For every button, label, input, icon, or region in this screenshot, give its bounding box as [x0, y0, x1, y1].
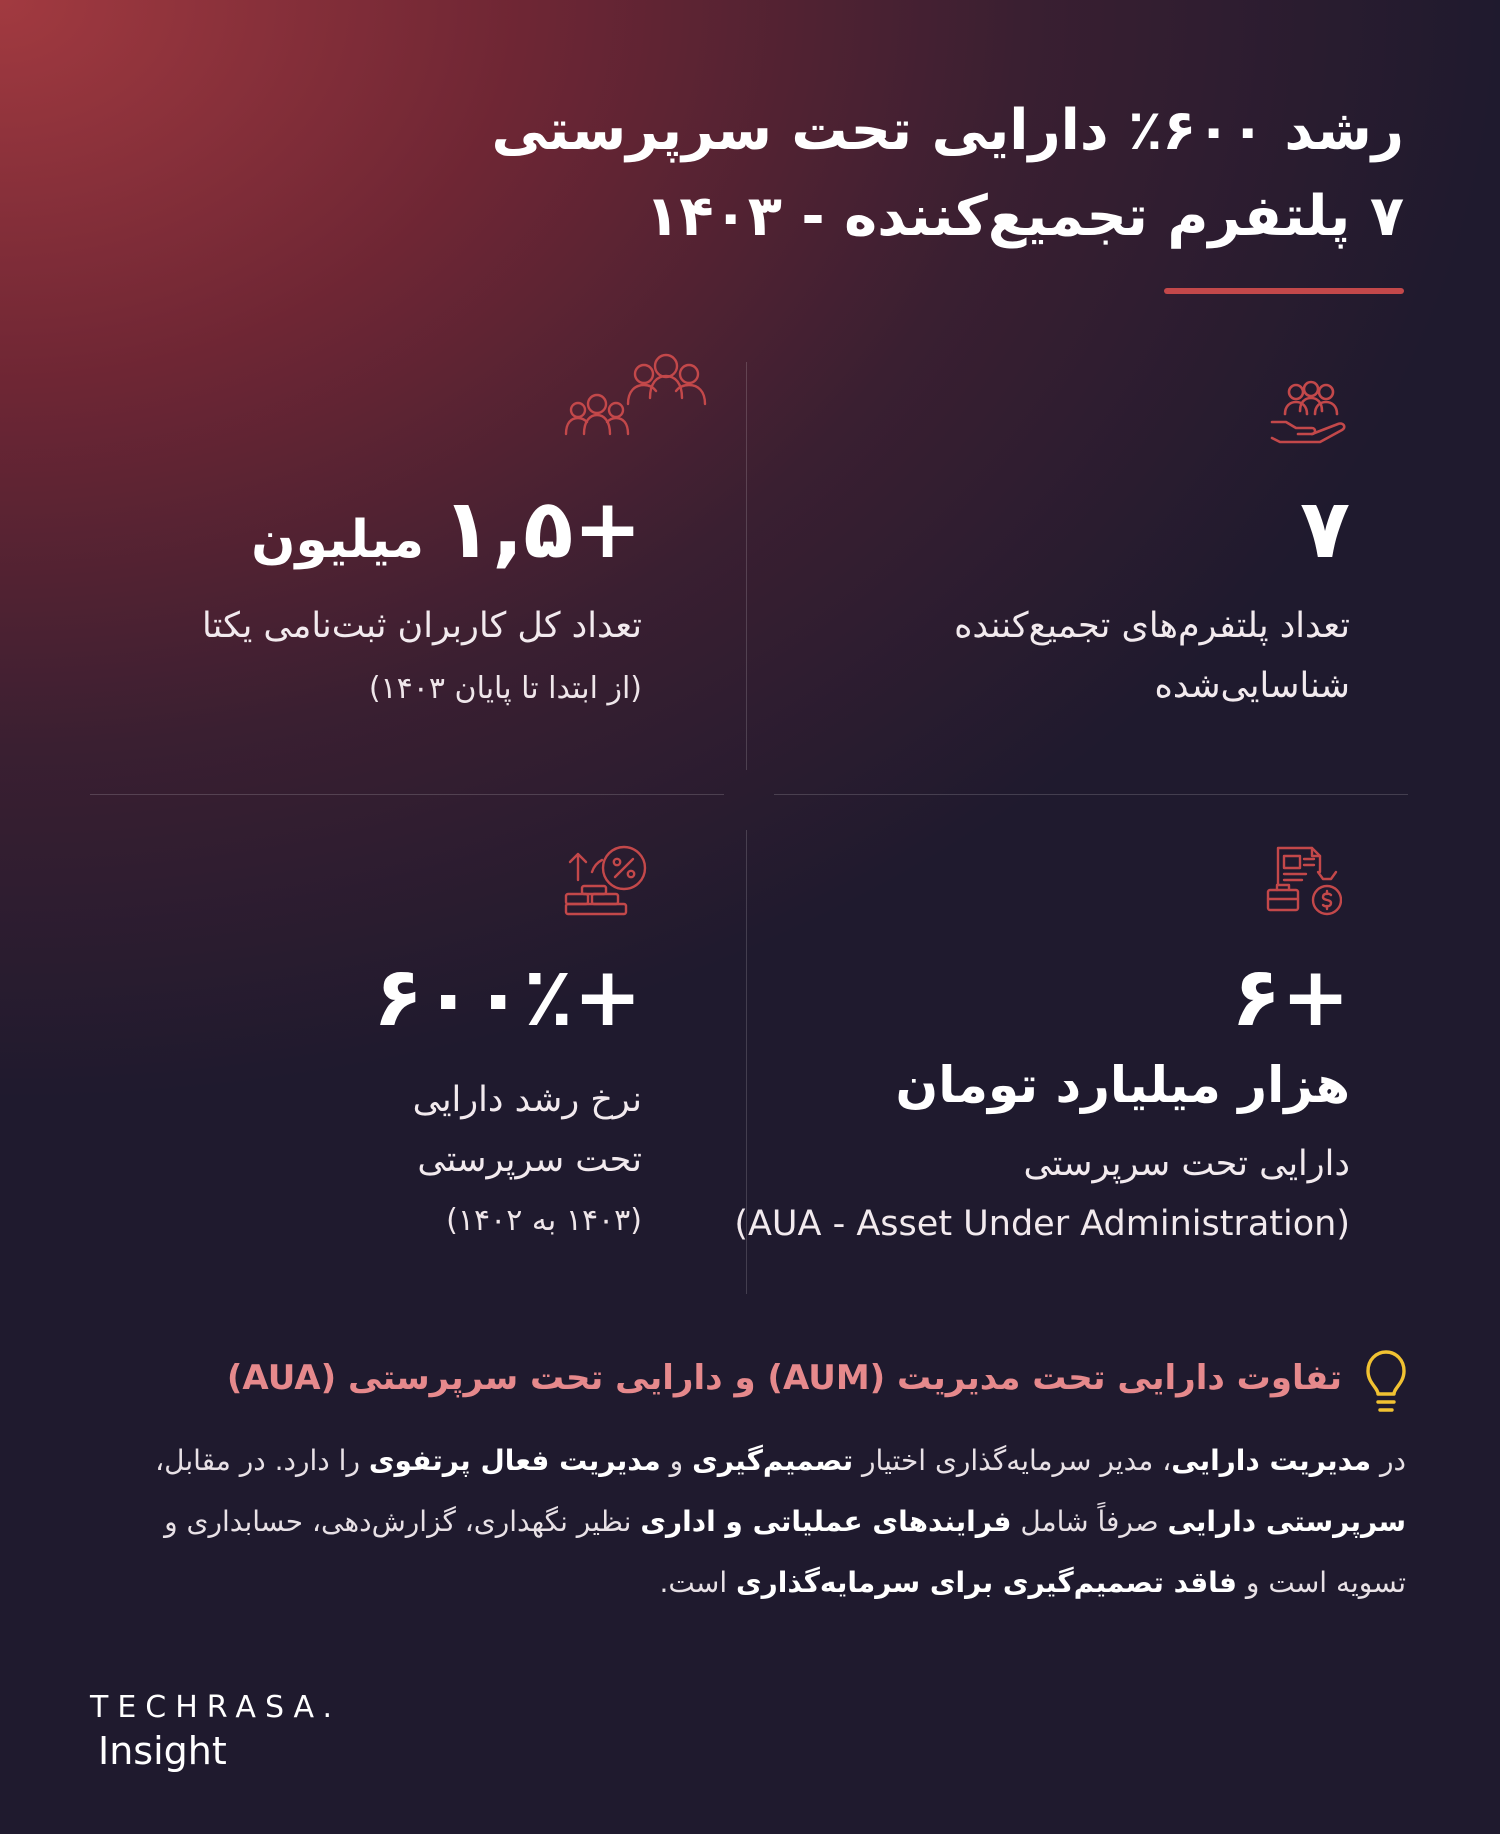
assets-value: +۶: [1231, 950, 1350, 1045]
document-moneybag-icon: [1266, 846, 1342, 918]
brand-name: TECHRASA.: [90, 1690, 342, 1725]
platforms-label-line-2: شناسایی‌شده: [1154, 666, 1350, 706]
tip-text-5: صرفاً شامل: [1011, 1505, 1168, 1538]
grid-divider-vertical-top: [746, 362, 747, 770]
tip-bold-4: سرپرستی دارایی: [1167, 1505, 1406, 1538]
users-unit: میلیون: [251, 510, 425, 570]
users-label: [202, 596, 642, 714]
title-underline: [1164, 288, 1404, 294]
tip-text-7: است.: [659, 1566, 737, 1599]
lightbulb-icon: [1366, 1350, 1406, 1418]
platforms-label-line-1: تعداد پلتفرم‌های تجمیع‌کننده: [954, 606, 1350, 646]
percent-growth-icon: [562, 844, 648, 918]
tip-title: تفاوت دارایی تحت مدیریت (AUM) و دارایی تحت سرپرستی (AUA): [226, 1358, 1342, 1398]
brand-logo: [90, 1690, 341, 1773]
assets-unit: هزار میلیارد تومان: [895, 1056, 1350, 1114]
tip-text-3: و: [660, 1444, 693, 1477]
growth-label: [413, 1070, 642, 1246]
growth-value: +۶۰۰٪: [373, 950, 642, 1045]
users-value: +۱,۵: [442, 482, 642, 577]
assets-note: (AUA - Asset Under Administration): [734, 1204, 1350, 1244]
title-line-1: رشد ۶۰۰٪ دارایی تحت سرپرستی: [491, 98, 1404, 163]
tip-text-4: را دارد. در مقابل،: [155, 1444, 369, 1477]
growth-label-line-1: نرخ رشد دارایی: [412, 1080, 642, 1120]
tip-bold-1: مدیریت دارایی: [1171, 1444, 1372, 1477]
platforms-label: [954, 596, 1350, 716]
tip-bold-2: تصمیم‌گیری: [692, 1444, 854, 1477]
page-title: [304, 88, 1404, 260]
growth-label-line-2: تحت سرپرستی: [417, 1140, 642, 1180]
tip-body: [86, 1430, 1406, 1613]
assets-stat: [896, 948, 1350, 1120]
tip-bold-5: فرایندهای عملیاتی و اداری: [640, 1505, 1012, 1538]
tip-bold-6: فاقد تصمیم‌گیری برای سرمایه‌گذاری: [736, 1566, 1237, 1599]
hand-group-icon: [1268, 378, 1354, 448]
tip-bold-3: مدیریت فعال پرتفوی: [368, 1444, 661, 1477]
users-label-text: تعداد کل کاربران ثبت‌نامی یکتا: [202, 606, 642, 646]
tip-text-6: نظیر نگهداری، گزارش‌دهی، حسابداری و تسویه است و: [164, 1505, 1406, 1599]
grid-divider-horizontal-right: [774, 794, 1408, 795]
grid-divider-horizontal-left: [90, 794, 724, 795]
people-group-icon: [564, 352, 714, 436]
title-line-2: ۷ پلتفرم تجمیع‌کننده - ۱۴۰۳: [645, 184, 1404, 249]
growth-stat: [373, 948, 642, 1048]
users-note: (از ابتدا تا پایان ۱۴۰۳): [368, 671, 642, 706]
growth-note: (۱۴۰۳ به ۱۴۰۲): [446, 1203, 642, 1238]
tip-text-1: در: [1371, 1444, 1406, 1477]
platforms-value: ۷: [1299, 482, 1350, 577]
tip-text-2: ، مدیر سرمایه‌گذاری اختیار: [853, 1444, 1172, 1477]
assets-label: [734, 1134, 1350, 1254]
assets-label-text: دارایی تحت سرپرستی: [1023, 1144, 1350, 1184]
brand-sub: Insight: [98, 1729, 227, 1773]
platforms-stat: [1300, 480, 1350, 580]
users-stat: [251, 480, 642, 580]
